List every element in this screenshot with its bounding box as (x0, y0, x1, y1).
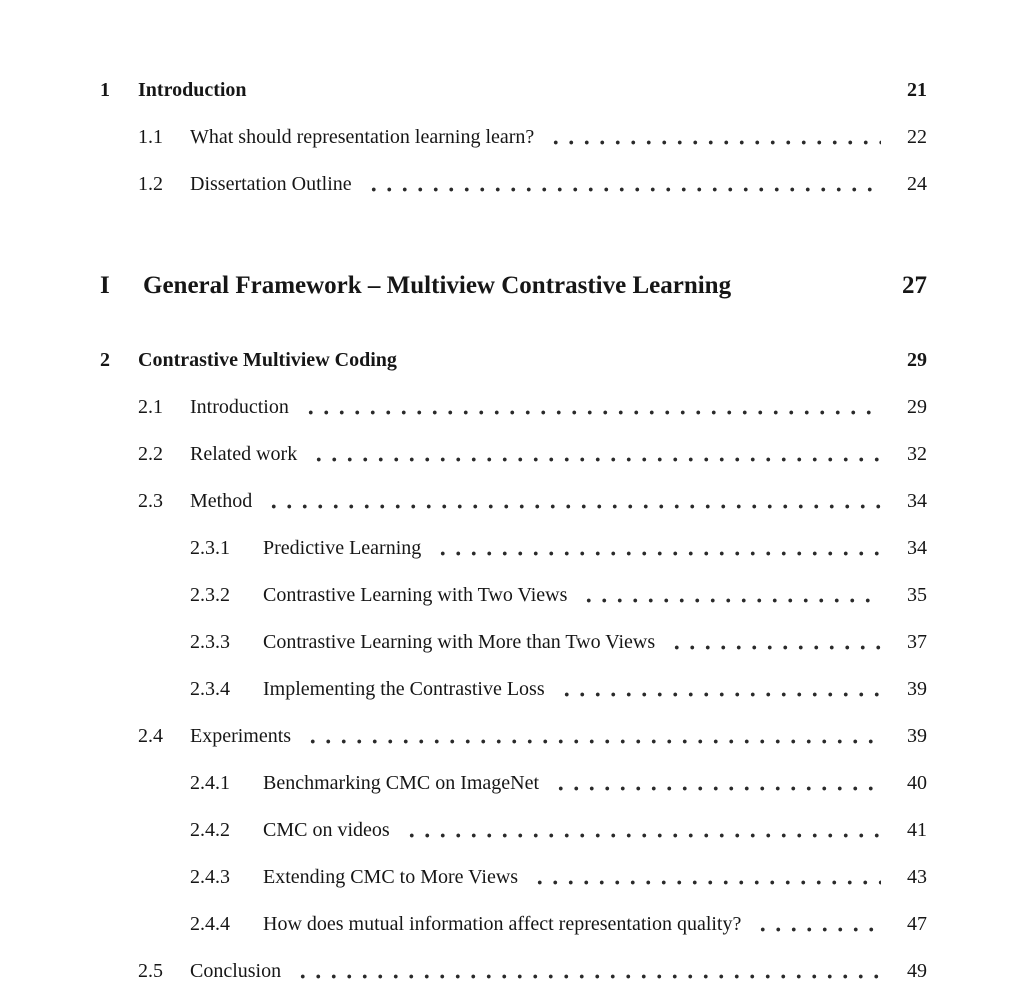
toc-entry-2-1 (100, 384, 927, 431)
toc-entry-2 (100, 337, 927, 384)
entry-number: 2.3.4 (190, 678, 230, 700)
entry-number: 2.2 (138, 443, 163, 465)
page-number: 43 (907, 866, 927, 888)
page-number: 49 (907, 960, 927, 982)
leader-spacer (741, 263, 881, 310)
entry-number: 2.5 (138, 960, 163, 982)
toc-entry-2-4-3 (100, 854, 927, 901)
entry-number: 2.3.3 (190, 631, 230, 653)
entry-number: 2.4.1 (190, 772, 230, 794)
entry-title: Contrastive Learning with More than Two Views (263, 631, 656, 653)
dot-leader (751, 901, 881, 948)
page-number: 29 (907, 349, 927, 371)
dot-leader (299, 384, 881, 431)
toc-entry-2-5 (100, 948, 927, 995)
entry-number: I (100, 272, 110, 299)
entry-title: Related work (190, 443, 298, 465)
entry-title: Contrastive Multiview Coding (138, 349, 397, 371)
page-number: 39 (907, 678, 927, 700)
dot-leader (549, 760, 881, 807)
toc-entry-2-4-4 (100, 901, 927, 948)
entry-number: 2 (100, 349, 110, 371)
entry-number: 2.3.1 (190, 537, 230, 559)
toc-entry-2-3 (100, 478, 927, 525)
entry-title: How does mutual information affect representation quality? (263, 913, 742, 935)
toc-entry-2-3-3 (100, 619, 927, 666)
entry-title: Contrastive Learning with Two Views (263, 584, 568, 606)
dot-leader (555, 666, 881, 713)
entry-title: Dissertation Outline (190, 173, 352, 195)
toc-entry-1 (100, 67, 927, 114)
leader-spacer (407, 337, 881, 384)
entry-number: 2.4.4 (190, 913, 230, 935)
dot-leader (431, 525, 881, 572)
entry-number: 2.3.2 (190, 584, 230, 606)
entry-number: 2.3 (138, 490, 163, 512)
page-number: 34 (907, 490, 927, 512)
entry-title: Introduction (190, 396, 289, 418)
entry-number: 2.4.2 (190, 819, 230, 841)
page-number: 37 (907, 631, 927, 653)
entry-number: 2.4 (138, 725, 163, 747)
toc-entry-2-4-2 (100, 807, 927, 854)
dot-leader (577, 572, 881, 619)
toc-entry-2-4 (100, 713, 927, 760)
entry-title: What should representation learning learn? (190, 126, 535, 148)
toc-entry-2-3-4 (100, 666, 927, 713)
entry-number: 1.2 (138, 173, 163, 195)
table-of-contents (100, 67, 927, 995)
leader-spacer (257, 67, 881, 114)
page-number: 22 (907, 126, 927, 148)
dot-leader (301, 713, 881, 760)
page-number: 47 (907, 913, 927, 935)
entry-number: 1 (100, 79, 110, 101)
dot-leader (262, 478, 881, 525)
entry-number: 2.4.3 (190, 866, 230, 888)
dot-leader (362, 161, 881, 208)
entry-title: Conclusion (190, 960, 282, 982)
dot-leader (528, 854, 881, 901)
entry-number: 1.1 (138, 126, 163, 148)
entry-title: General Framework – Multiview Contrastive Learning (143, 272, 732, 299)
toc-entry-2-3-2 (100, 572, 927, 619)
page-number: 39 (907, 725, 927, 747)
dot-leader (400, 807, 881, 854)
entry-number: 2.1 (138, 396, 163, 418)
entry-title: Method (190, 490, 253, 512)
page-number: 29 (907, 396, 927, 418)
toc-entry-I (100, 256, 927, 316)
page-number: 24 (907, 173, 927, 195)
toc-entry-2-4-1 (100, 760, 927, 807)
toc-entry-1-2 (100, 161, 927, 208)
toc-entry-2-2 (100, 431, 927, 478)
entry-title: Implementing the Contrastive Loss (263, 678, 545, 700)
dot-leader (544, 114, 881, 161)
entry-title: CMC on videos (263, 819, 390, 841)
entry-title: Extending CMC to More Views (263, 866, 519, 888)
page-number: 35 (907, 584, 927, 606)
entry-title: Predictive Learning (263, 537, 422, 559)
dot-leader (665, 619, 881, 666)
entry-title: Experiments (190, 725, 292, 747)
page-number: 34 (907, 537, 927, 559)
dot-leader (291, 948, 881, 995)
page-number: 27 (902, 272, 927, 299)
page-number: 21 (907, 79, 927, 101)
toc-entry-2-3-1 (100, 525, 927, 572)
page-number: 40 (907, 772, 927, 794)
entry-title: Introduction (138, 79, 247, 101)
page-number: 32 (907, 443, 927, 465)
dot-leader (307, 431, 881, 478)
page-number: 41 (907, 819, 927, 841)
toc-entry-1-1 (100, 114, 927, 161)
entry-title: Benchmarking CMC on ImageNet (263, 772, 540, 794)
